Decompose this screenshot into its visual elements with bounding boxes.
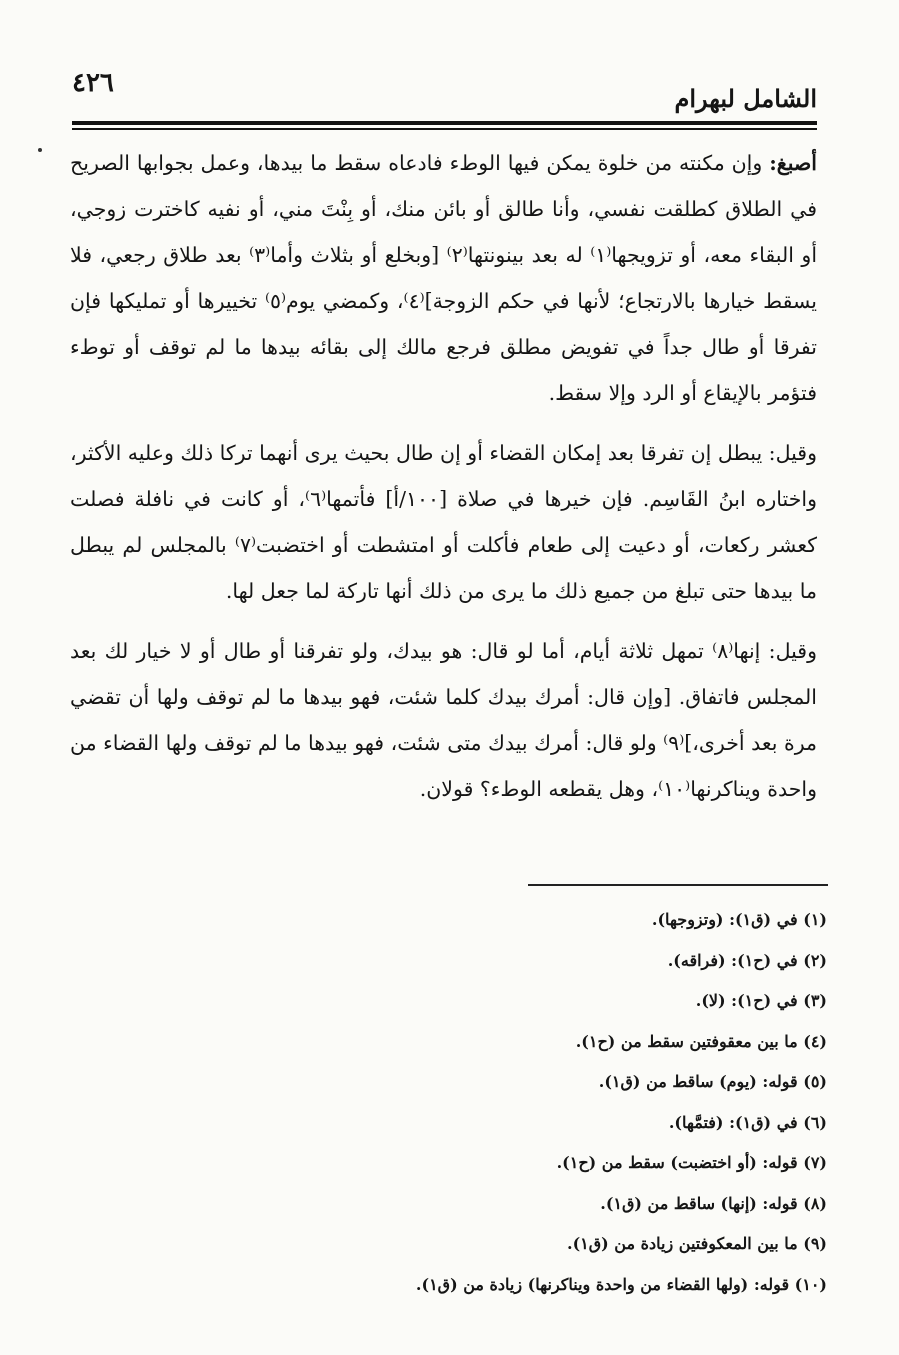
- page-header: [72, 62, 817, 120]
- footnote: (٥) قوله: (يوم) ساقط من (ق١).: [598, 1072, 827, 1091]
- page-number: ٤٢٦: [72, 68, 114, 98]
- footnote: (٧) قوله: (أو اختضبت) سقط من (ح١).: [556, 1153, 827, 1172]
- paragraph-3: [70, 628, 817, 812]
- paragraph-text: وإن مكنته من خلوة يمكن فيها الوطء فادعاه سقط ما بيدها، وعمل بجوابها الصريح في الطلاق كطلقت نفسي، وأنا طالق أو بائن منك، أو بِنْتَ مني، أو نفيه كاخترت زوجي، أو البقاء معه، أو تزويجها⁽١⁾ له بعد بينونتها⁽٢⁾ [وبخلع أو بثلاث وأما⁽٣⁾ بعد طلاق رجعي، فلا يسقط خيارها بالارتجاع؛ لأنها في حكم الزوجة]⁽٤⁾، وكمضي يوم⁽٥⁾ تخييرها أو تمليكها فإن تفرقا أو طال جداً في تفويض مطلق فرجع مالك إلى بقائه بيدها ما لم توقف أو توطء فتؤمر بالإيقاع أو الرد وإلا سقط.: [70, 151, 818, 405]
- footnote: (٢) في (ح١): (فراقه).: [667, 950, 827, 970]
- running-title: الشامل لبهرام: [674, 84, 817, 113]
- footnotes-list: [200, 900, 827, 1305]
- footnote: (٤) ما بين معقوفتين سقط من (ح١).: [575, 1031, 827, 1051]
- main-text: [70, 140, 817, 826]
- footnote: (٦) في (ق١): (فتمَّها).: [668, 1112, 827, 1132]
- paragraph-lead: أصبغ:: [769, 151, 817, 175]
- footnote: (٨) قوله: (إنها) ساقط من (ق١).: [600, 1193, 827, 1213]
- footnote: (١) في (ق١): (وتزوجها).: [651, 910, 827, 929]
- paragraph-text: وقيل: إنها⁽٨⁾ تمهل ثلاثة أيام، أما لو قال: هو بيدك، ولو تفرقنا أو طال أو لا خيار لك بعد المجلس فاتفاق. [وإن قال: أمرك بيدك كلما شئت، فهو بيدها ما لم توقف ولها أن تقضي مرة بعد أخرى،]⁽٩⁾ ولو قال: أمرك بيدك متى شئت، فهو بيدها ما لم توقف ولها القضاء من واحدة ويناكرنها⁽١٠⁾، وهل يقطعه الوطء؟ قولان.: [70, 639, 818, 801]
- paragraph-2: [70, 430, 817, 614]
- header-rule: [72, 121, 817, 125]
- margin-mark: [38, 148, 42, 152]
- footnote: (٩) ما بين المعكوفتين زيادة من (ق١).: [567, 1234, 827, 1253]
- footnote: (٣) في (ح١): (لا).: [695, 991, 827, 1010]
- footnote-separator: [528, 884, 828, 886]
- paragraph-1: [70, 140, 817, 416]
- header-rule-thin: [72, 128, 817, 130]
- footnote: (١٠) قوله: (ولها القضاء من واحدة ويناكرنها) زيادة من (ق١).: [415, 1274, 827, 1294]
- paragraph-text: وقيل: يبطل إن تفرقا بعد إمكان القضاء أو إن طال بحيث يرى أنهما تركا ذلك وعليه الأكثر، واختاره ابنُ القَاسِم. فإن خيرها في صلاة [١٠٠/أ] فأتمها⁽٦⁾، أو كانت في نافلة فصلت كعشر ركعات، أو دعيت إلى طعام فأكلت أو امتشطت أو اختضبت⁽٧⁾ بالمجلس لم يبطل ما بيدها حتى تبلغ من جميع ذلك ما يرى من ذلك أنها تاركة لما جعل لها.: [70, 441, 817, 603]
